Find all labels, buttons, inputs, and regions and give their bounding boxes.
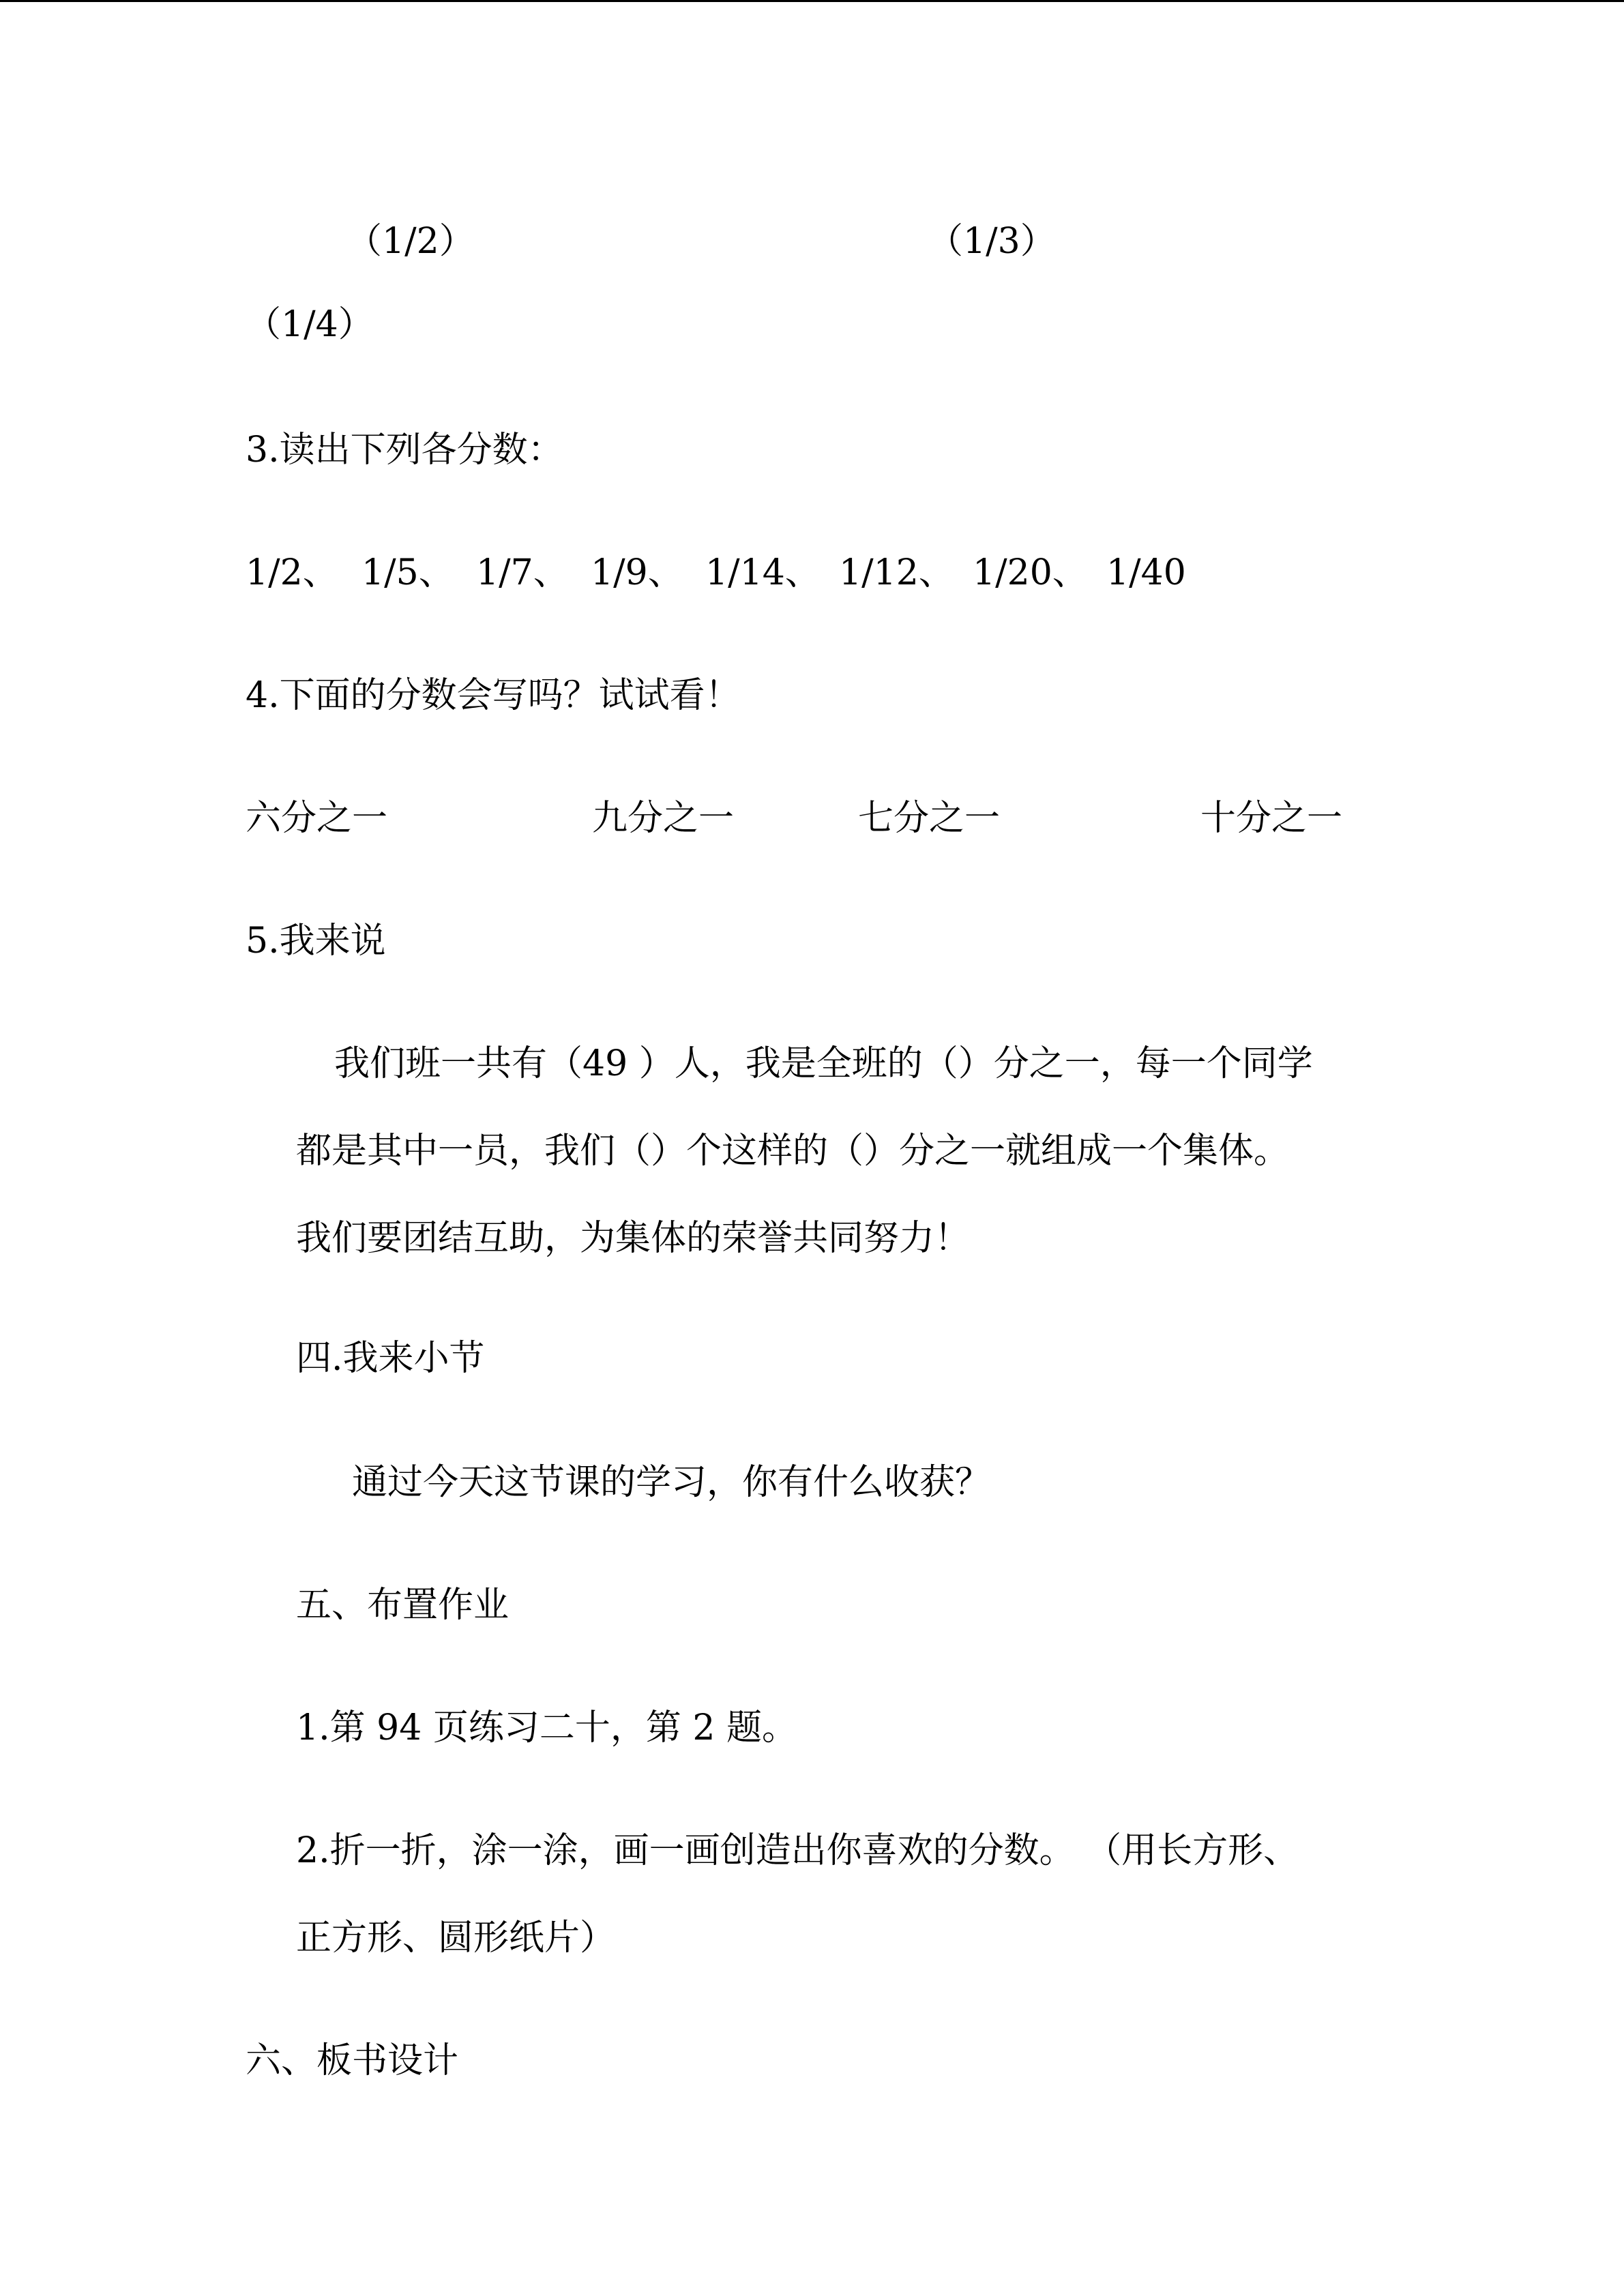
fraction-label-half: （1/2） <box>346 221 475 262</box>
fraction-word-item: 六分之一 <box>246 798 388 839</box>
fraction-item: 1/12、 <box>839 552 954 593</box>
homework-item-2-line-2: 正方形、圆形纸片） <box>296 1918 616 1958</box>
fraction-word-item: 十分之一 <box>1200 798 1343 839</box>
fraction-item: 1/5、 <box>361 552 454 593</box>
fraction-item: 1/40 <box>1106 552 1186 593</box>
section-4-heading: 四.我来小节 <box>296 1338 485 1379</box>
section-4-text: 通过今天这节课的学习，你有什么收获？ <box>352 1462 991 1503</box>
exercise-4-heading: 4.下面的分数会写吗？试试看！ <box>246 675 741 716</box>
fraction-label-quarter: （1/4） <box>246 304 374 345</box>
homework-item-1: 1.第 94 页练习二十，第 2 题。 <box>296 1708 797 1748</box>
homework-item-2-line-1: 2.折一折，涂一涂，画一画创造出你喜欢的分数。 （用长方形、 <box>296 1830 1299 1871</box>
paragraph-line: 我们要团结互助，为集体的荣誉共同努力！ <box>296 1218 971 1259</box>
section-6-heading: 六、板书设计 <box>246 2040 459 2081</box>
fraction-word-item: 九分之一 <box>592 798 735 839</box>
fraction-item: 1/2、 <box>246 552 338 593</box>
fraction-item: 1/7、 <box>476 552 569 593</box>
paragraph-line: 我们班一共有（49 ）人，我是全班的（）分之一，每一个同学 <box>334 1043 1313 1084</box>
paragraph-line: 都是其中一员，我们（）个这样的（）分之一就组成一个集体。 <box>296 1131 1290 1172</box>
fraction-item: 1/20、 <box>973 552 1088 593</box>
page-top-border <box>0 0 1624 2</box>
fraction-label-third: （1/3） <box>928 221 1056 262</box>
exercise-3-heading: 3.读出下列各分数： <box>246 430 563 471</box>
section-5-heading: 五、布置作业 <box>296 1585 510 1626</box>
exercise-5-heading: 5.我来说 <box>246 921 386 961</box>
fraction-word-item: 七分之一 <box>858 798 1001 839</box>
fraction-item: 1/14、 <box>705 552 821 593</box>
fraction-item: 1/9、 <box>591 552 683 593</box>
